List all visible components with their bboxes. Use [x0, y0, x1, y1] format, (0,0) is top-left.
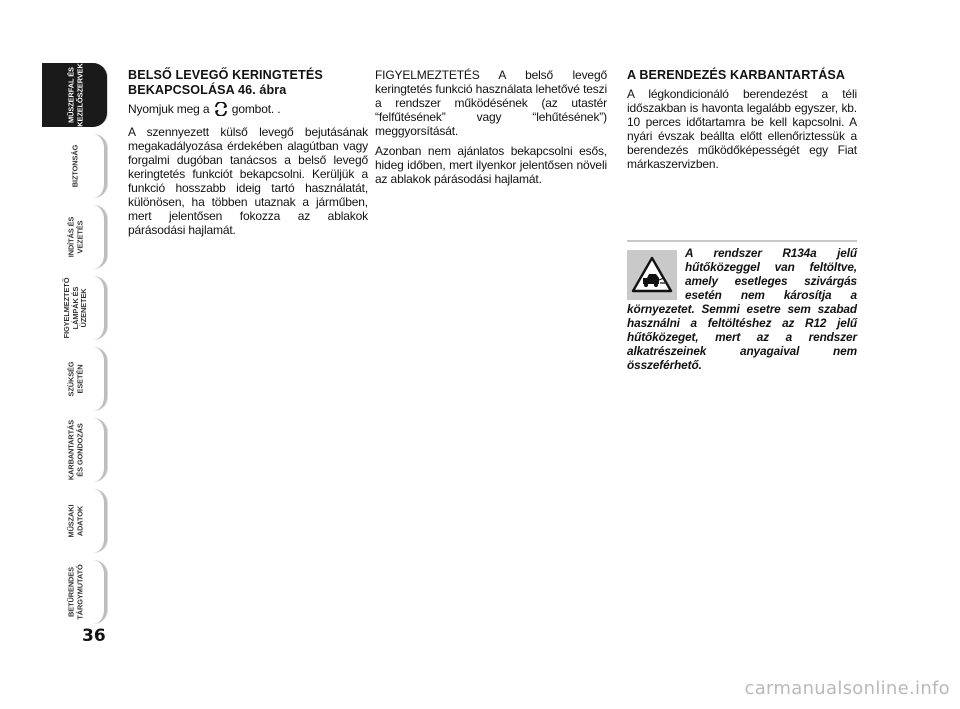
recirculation-button-icon	[214, 102, 228, 119]
divider	[627, 240, 857, 242]
tab-biztonsag[interactable]	[42, 134, 107, 198]
paragraph: A szennyezett külső levegő bejutásának megakadályozása érdekében alagútban vagy forgalmi dugóban tanácsos a belső levegő keringtetés funkciót bekapcsolni. Kerüljük a funkció hosszabb ideig tartó használatát, különösen, ha többen utaznak a járműben, mert jelentősen fokozza az ablakok párásodási hajlamát.	[128, 125, 368, 237]
tab-label: INDÍTÁS ÉS VEZETÉS	[66, 216, 84, 258]
tab-label: MŰSZERFAL ÉS KEZELŐSZERVEK	[66, 63, 84, 127]
section-recirculation	[128, 68, 368, 243]
tab-label: MŰSZAKI ADATOK	[66, 504, 84, 538]
tab-muszerfal[interactable]	[42, 63, 107, 127]
tab-label: KARBANTARTÁS ÉS GONDOZÁS	[66, 419, 84, 481]
tab-label: BETŰRENDES TÁRGYMUTATÓ	[66, 564, 84, 620]
section-heading: A BERENDEZÉS KARBANTARTÁSA	[627, 68, 846, 82]
warning-text: A rendszer R134a jelű hűtőközeggel van feltöltve, amely esetleges szivárgás esetén nem károsítja a környezetet. Semmi esetre sem szabad használni a feltöltéshez az R12 jelű hűtőközeget, mert az a rendszer alkatrészeinek anyagaival nem összeférhető.	[627, 246, 857, 372]
paragraph: Azonban nem ajánlatos bekapcsolni esős, hideg időben, mert ilyenkor jelentősen növeli az ablakok párásodási hajlamát.	[375, 144, 607, 186]
section-warning-note	[375, 68, 607, 192]
tab-label: SZÜKSÉG ESETÉN	[66, 361, 84, 397]
paragraph: A légkondicionáló berendezést a téli időszakban is havonta legalább egyszer, kb. 10 perces időtartamra be kell kapcsolni. A nyári évszak beállta előtt ellenőriztessük a berendezés működőképességét egy Fiat márkaszervizben.	[627, 87, 857, 171]
tab-karbantartas[interactable]	[42, 418, 107, 482]
section-maintenance	[627, 68, 857, 177]
tab-label: BIZTONSÁG	[70, 144, 80, 188]
text-run: gombot. .	[228, 102, 281, 116]
page-number: 36	[82, 626, 106, 646]
watermark: carmanualsonline.info	[744, 678, 950, 699]
paragraph	[128, 102, 368, 119]
tab-figyelmezteto[interactable]	[42, 276, 107, 340]
section-heading: BELSŐ LEVEGŐ KERINGTETÉS BEKAPCSOLÁSA 46. ábra	[128, 68, 323, 97]
environment-warning-icon	[627, 250, 677, 300]
tab-betrendes[interactable]	[42, 560, 107, 624]
environment-warning-box	[627, 240, 857, 372]
tab-muszaki[interactable]	[42, 489, 107, 553]
tab-szukseg[interactable]	[42, 347, 107, 411]
text-run: Nyomjuk meg a	[128, 102, 213, 116]
tab-label: FIGYELMEZTETŐ LÁMPÁK ÉS ÜZENETEK	[62, 277, 89, 339]
tab-inditas[interactable]	[42, 205, 107, 269]
paragraph: FIGYELMEZTETÉS A belső levegő keringtetés funkció használata lehetővé teszi a rendszer működésének (az utastér “felfűtésének” vagy “lehűtésének”) meggyorsítását.	[375, 68, 607, 138]
